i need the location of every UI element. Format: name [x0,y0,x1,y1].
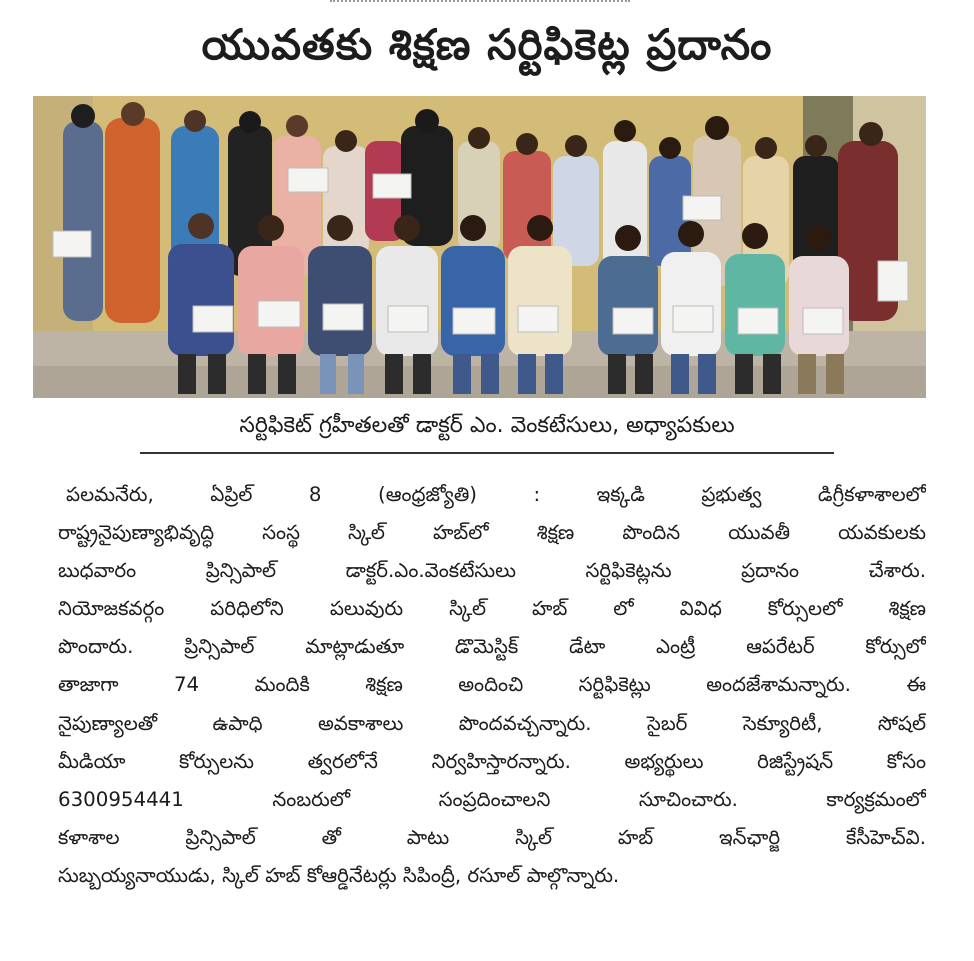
article-line: కళాశాల ప్రిన్సిపాల్ తో పాటు స్కిల్ హబ్ ఇన్‌ఛార్జి కేసీహెచ్‌వి. [58,825,926,849]
article-line: బుధవారం ప్రిన్సిపాల్ డాక్టర్.ఎం.వెంకటేసులు సర్టిఫికెట్లను ప్రదానం చేశారు. [58,559,926,583]
article-line: నైపుణ్యాలతో ఉపాధి అవకాశాలు పొందవచ్చన్నారు. సైబర్ సెక్యూరిటీ, సోషల్ [58,711,926,735]
article-line: తాజాగా 74 మందికి శిక్షణ అందించి సర్టిఫికెట్లు అందజేశామన్నారు. ఈ [58,673,926,697]
top-dotted-rule [330,0,630,6]
photo-caption: సర్టిఫికెట్ గ్రహీతలతో డాక్టర్ ఎం. వెంకటేసులు, అధ్యాపకులు [239,413,735,438]
article-line: పొందారు. ప్రిన్సిపాల్ మాట్లాడుతూ డొమెస్టిక్ డేటా ఎంట్రీ ఆపరేటర్ కోర్సులో [58,635,926,659]
article-headline: యువతకు శిక్షణ సర్టిఫికెట్ల ప్రదానం [201,20,773,69]
group-photo [33,96,926,398]
caption-underline [140,452,834,454]
article-line: రాష్ట్రనైపుణ్యాభివృద్ధి సంస్థ స్కిల్ హబ్‌లో శిక్షణ పొందిన యువతీ యవకులకు [58,521,926,545]
article-line: మీడియా కోర్సులను త్వరలోనే నిర్వహిస్తారన్నారు. అభ్యర్థులు రిజిస్ట్రేషన్ కోసం [58,749,926,773]
article-line: పలమనేరు, ఏప్రిల్ 8 (ఆంధ్రజ్యోతి) : ఇక్కడి ప్రభుత్వ డిగ్రీకళాశాలలో [66,483,926,506]
article-line: నియోజకవర్గం పరిధిలోని పలువురు స్కిల్ హబ్ లో వివిధ కోర్సులలో శిక్షణ [58,597,926,621]
article-line: 6300954441 నంబరులో సంప్రదించాలని సూచించారు. కార్యక్రమంలో [58,787,926,811]
article-body [58,476,926,895]
article-line: సుబ్బయ్యనాయుడు, స్కిల్ హబ్ కోఆర్డినేటర్లు సిపింద్రీ, రసూల్ పాల్గొన్నారు. [58,863,620,887]
